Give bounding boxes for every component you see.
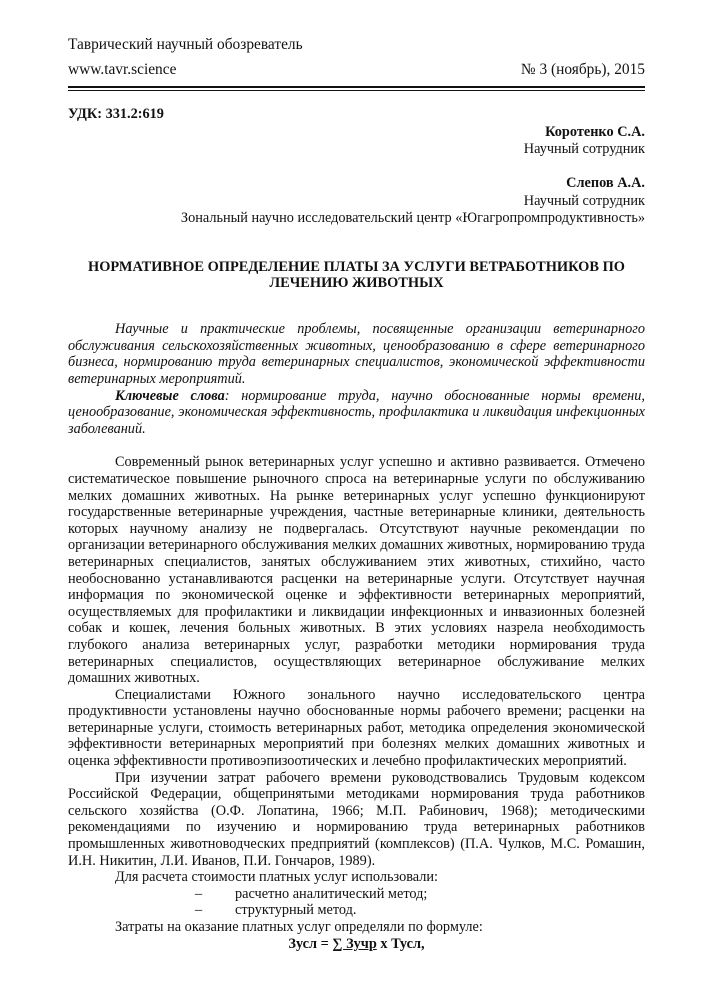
- author-position: Научный сотрудник: [523, 141, 645, 157]
- body-paragraph: При изучении затрат рабочего времени руководствовались Трудовым кодексом Российской Федерации, общепринятыми методиками нормирования труда работников сельского хозяйства (О.Ф. Лопатина, 1966; М.П. Рабинович, 1968); методическими рекомендациями по изучению и нормированию труда ветеринарных работников промышленных животноводческих предприятий (комплексов) (П.А. Чулков, М.С. Ромашин, И.Н. Никитин, Л.И. Иванов, П.И. Гончаров, 1989).: [68, 769, 645, 869]
- formula: [68, 936, 645, 953]
- keywords-text: : нормирование труда, научно обоснованные нормы времени, ценообразование, экономическая эффективность, профилактика и ликвидация инфекционных заболеваний.: [68, 387, 645, 437]
- keywords-paragraph: [68, 388, 645, 438]
- author-name: Коротенко С.А.: [545, 123, 645, 140]
- formula-sum-term: ∑ Зучр: [332, 935, 377, 952]
- author-position: Научный сотрудник: [523, 192, 645, 209]
- journal-name: Таврический научный обозреватель: [68, 36, 303, 53]
- formula-rhs: х Тусл,: [376, 935, 425, 952]
- journal-website: www.tavr.science: [68, 61, 177, 78]
- list-item-label: структурный метод.: [235, 902, 357, 919]
- journal-header: [68, 33, 645, 91]
- article-title: НОРМАТИВНОЕ ОПРЕДЕЛЕНИЕ ПЛАТЫ ЗА УСЛУГИ ВЕТРАБОТНИКОВ ПО ЛЕЧЕНИЮ ЖИВОТНЫХ: [88, 258, 625, 292]
- journal-header-row: [68, 58, 645, 86]
- author-affiliation: Зональный научно исследовательский центр «Югагропромпродуктивность»: [180, 210, 645, 227]
- author-entry: [68, 124, 645, 159]
- list-item: [195, 886, 645, 903]
- author-entry: [68, 175, 645, 227]
- list-item-dash: –: [195, 885, 203, 902]
- methods-intro: Для расчета стоимости платных услуг использовали:: [115, 869, 439, 886]
- list-item-label: расчетно аналитический метод;: [235, 885, 428, 902]
- list-item-dash: –: [195, 902, 203, 919]
- author-name: Слепов А.А.: [566, 175, 645, 192]
- formula-lhs: Зусл =: [288, 935, 333, 952]
- body-paragraph: Специалистами Южного зонального научно исследовательского центра продуктивности установлены научно обоснованные нормы рабочего времени; расценки на ветеринарные услуги, стоимость ветеринарных работ, методика определения экономической эффективности ветеринарных мероприятий при болезнях мелких домашних животных и оценка эффективности противоэпизоотических и лечебно профилактических мероприятий.: [68, 686, 645, 770]
- authors-block: [68, 124, 645, 228]
- list-item: [195, 902, 645, 919]
- udc-code: УДК: 331.2:619: [68, 106, 164, 122]
- journal-issue: № 3 (ноябрь), 2015: [520, 61, 645, 78]
- formula-intro: Затраты на оказание платных услуг определяли по формуле:: [115, 919, 483, 935]
- header-divider: [68, 86, 645, 91]
- abstract-paragraph: Научные и практические проблемы, посвященные организации ветеринарного обслуживания сельскохозяйственных животных, ценообразованию в сфере ветеринарного бизнеса, нормированию труда ветеринарных специалистов, экономической эффективности ветеринарных мероприятий.: [68, 321, 645, 387]
- body-paragraph: Современный рынок ветеринарных услуг успешно и активно развивается. Отмечено систематическое повышение рыночного спроса на ветеринарные услуги по обслуживанию мелких домашних животных. На рынке ветеринарных услуг успешно функционируют государственные ветеринарные учреждения, частные ветеринарные клиники, деятельность которых научному анализу не подвергалась. Отсутствуют научные рекомендации по организации ветеринарного обслуживания мелких домашних животных, нормированию труда ветеринарных специалистов, занятых обслуживанием этих животных, стихийно, часто необоснованно устанавливаются расценки на ветеринарные услуги. Отсутствует научная информация по экономической оценке и эффективности ветеринарных мероприятий, осуществляемых для профилактики и ликвидации инфекционных и инвазионных болезней собак и кошек, лечения больных животных. В этих условиях назрела необходимость глубокого анализа ветеринарных услуг, разработки методики нормирования труда ветеринарных специалистов, осуществляющих ветеринарное обслуживание мелких домашних животных.: [68, 454, 645, 687]
- keywords-label: Ключевые слова: [115, 387, 225, 404]
